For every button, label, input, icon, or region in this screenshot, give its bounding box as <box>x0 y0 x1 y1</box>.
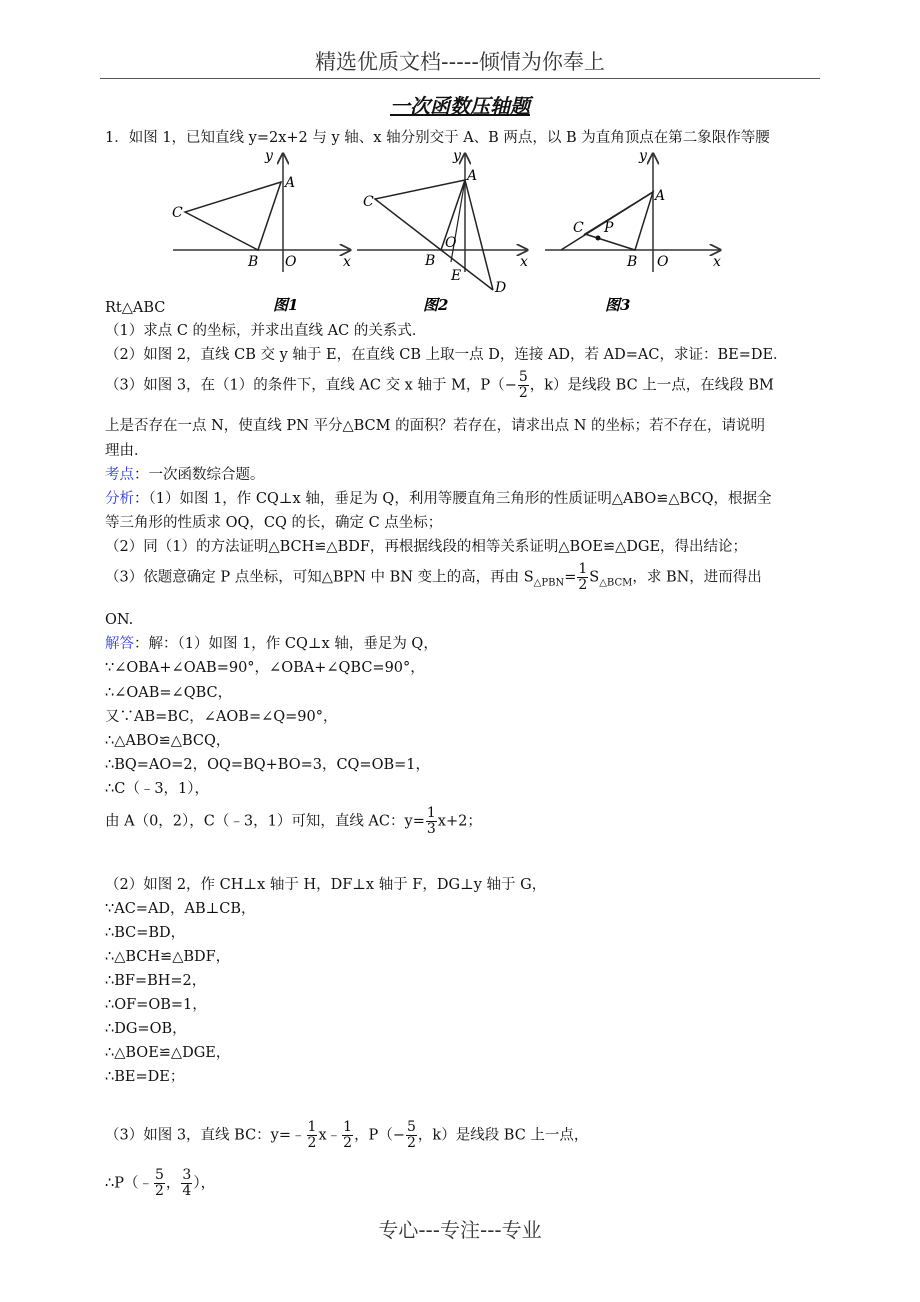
fenxi-line3: （2）同（1）的方法证明△BCH≌△BDF，再根据线段的相等关系证明△BOE≌△DGE，得出结论； <box>105 539 748 555</box>
fig2-label-a: A <box>467 168 478 184</box>
jieda-m2: ∵AC=AD，AB⊥CB， <box>105 901 256 917</box>
jieda-line3: ∴∠OAB=∠QBC， <box>105 685 233 701</box>
page-footer: 专心---专注---专业 <box>378 1218 542 1242</box>
fig1-triangle <box>185 182 281 250</box>
jieda-n2: ∴P（﹣ $\frac{5}{2}$ ， $\frac{3}{4}$ ）， <box>105 1167 216 1199</box>
q1-part3-line1: （3）如图 3，在（1）的条件下，直线 AC 交 x 轴于 M，P（− $\frac{5}{2}$ ，k）是线段 BC 上一点，在线段 BM <box>105 369 774 401</box>
fig3-label-o: O <box>657 254 669 270</box>
fig1-x-label: x <box>343 254 351 270</box>
fig3-label-p: P <box>604 220 614 236</box>
q1-part3-line2: 上是否存在一点 N，使直线 PN 平分△BCM 的面积？若存在，请求出点 N 的坐标；若不存在，请说明 <box>105 418 765 434</box>
fig2-label-e: E <box>451 268 462 284</box>
fig2-label-o: O <box>445 235 457 251</box>
jieda-line4: 又∵AB=BC，∠AOB=∠Q=90°， <box>105 709 338 725</box>
fig1-caption: 图1 <box>273 296 299 314</box>
fig2-line-ad <box>465 180 493 290</box>
fig1-y-label: y <box>265 148 273 164</box>
fig2-label-d: D <box>495 280 507 296</box>
fenxi-line4: （3）依题意确定 P 点坐标，可知△BPN 中 BN 变上的高，再由 $S_{\triangle PBN}=$ $\frac{1}{2}$ $S_{\triangle BCM}$，求 BN，进而得出 <box>105 561 762 593</box>
jieda-m4: ∴△BCH≌△BDF， <box>105 949 231 965</box>
doc-title: 一次函数压轴题 <box>390 94 530 118</box>
figures-panel <box>165 142 735 322</box>
fig3-label-b: B <box>627 254 638 270</box>
q1-part3-line3: 理由． <box>105 443 149 459</box>
fig1-label-a: A <box>285 175 296 191</box>
fenxi-line1: 分析：（1）如图 1，作 CQ⊥x 轴，垂足为 Q，利用等腰直角三角形的性质证明△ABO≌△BCQ，根据全 <box>105 491 772 507</box>
fig3-caption: 图3 <box>605 296 631 314</box>
jieda-m9: ∴BE=DE； <box>105 1069 185 1085</box>
fenxi-line5: ON. <box>105 612 134 628</box>
jieda-m8: ∴△BOE≌△DGE， <box>105 1045 231 1061</box>
fig3-point-p <box>596 236 601 241</box>
q1-part2: （2）如图 2，直线 CB 交 y 轴于 E，在直线 CB 上取一点 D，连接 AD，若 AD=AC，求证：BE=DE． <box>105 347 788 363</box>
fig2-line-bd <box>441 250 493 290</box>
fig3-label-c: C <box>573 220 584 236</box>
fig2-label-c: C <box>363 194 374 210</box>
jieda-line2: ∵∠OBA+∠OAB=90°，∠OBA+∠QBC=90°， <box>105 660 425 676</box>
fig2-label-b: B <box>425 253 436 269</box>
fig1-label-c: C <box>172 205 183 221</box>
jieda-m5: ∴BF=BH=2， <box>105 973 207 989</box>
fig3-label-a: A <box>655 188 666 204</box>
jieda-n1: （3）如图 3，直线 BC：y=﹣ $\frac{1}{2}$ x﹣ $\frac{1}{2}$ ，P（− $\frac{5}{2}$ ，k）是线段 BC 上一点， <box>105 1119 589 1151</box>
jieda-line8: 由 A（0，2），C（﹣3，1）可知，直线 AC：y= $\frac{1}{3}$ x+2； <box>105 805 482 837</box>
fig1-label-b: B <box>248 254 259 270</box>
jieda-m6: ∴OF=OB=1， <box>105 997 207 1013</box>
fig3-y-label: y <box>639 148 647 164</box>
fig2-x-label: x <box>520 254 528 270</box>
fig1-label-o: O <box>285 254 297 270</box>
fig3-triangle <box>585 192 653 250</box>
jieda-line6: ∴BQ=AO=2，OQ=BQ+BO=3，CQ=OB=1， <box>105 757 431 773</box>
jieda-line1: 解答：解：（1）如图 1，作 CQ⊥x 轴，垂足为 Q， <box>105 636 438 652</box>
jieda-m1: （2）如图 2，作 CH⊥x 轴于 H，DF⊥x 轴于 F，DG⊥y 轴于 G， <box>105 877 547 893</box>
jieda-line5: ∴△ABO≌△BCQ， <box>105 733 231 749</box>
fig3-x-label: x <box>713 254 721 270</box>
figure-3 <box>545 148 721 314</box>
jieda-m3: ∴BC=BD， <box>105 925 186 941</box>
figure-2 <box>357 148 528 314</box>
header-rule <box>100 78 820 79</box>
figure-1 <box>172 148 351 314</box>
jieda-line7: ∴C（﹣3，1）， <box>105 781 210 797</box>
q1-intro: 1．如图 1，已知直线 y=2x+2 与 y 轴、x 轴分别交于 A、B 两点，以 B 为直角顶点在第二象限作等腰 <box>105 130 770 146</box>
rt-abc-label: Rt△ABC <box>105 300 166 316</box>
page-header: 精选优质文档-----倾情为你奉上 <box>315 50 605 74</box>
kaodian: 考点：一次函数综合题。 <box>105 467 265 483</box>
fenxi-line2: 等三角形的性质求 OQ，CQ 的长，确定 C 点坐标； <box>105 515 443 531</box>
q1-part1: （1）求点 C 的坐标，并求出直线 AC 的关系式． <box>105 323 427 339</box>
fig2-y-label: y <box>453 148 461 164</box>
fig2-caption: 图2 <box>423 296 449 314</box>
jieda-m7: ∴DG=OB， <box>105 1021 187 1037</box>
